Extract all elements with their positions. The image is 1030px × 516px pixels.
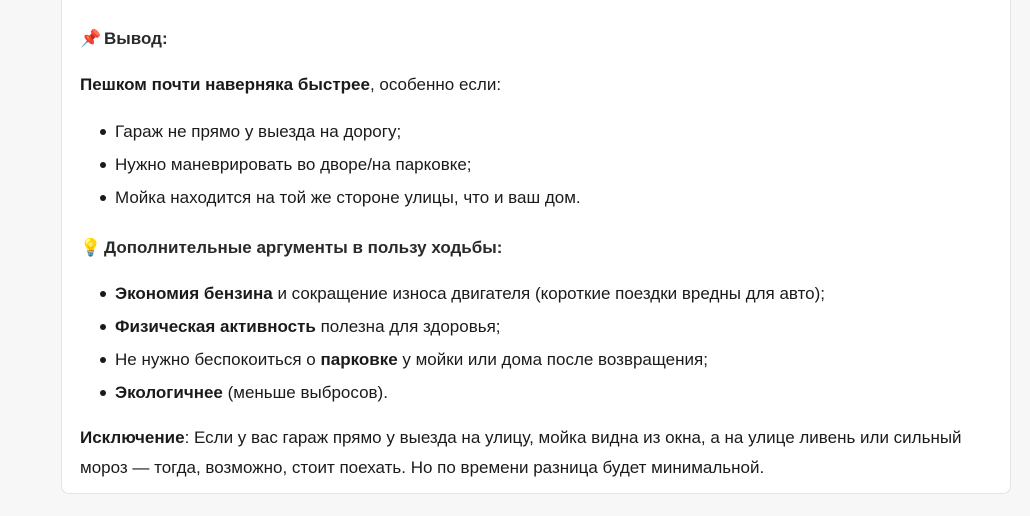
bullet-icon	[100, 324, 106, 330]
conditions-list	[80, 115, 581, 214]
exception-bold: Исключение	[80, 428, 185, 447]
list-item: Экологичнее (меньше выбросов).	[80, 376, 825, 409]
extra-arguments-title: Дополнительные аргументы в пользу ходьбы:	[104, 238, 503, 257]
conclusion-title: Вывод:	[104, 29, 168, 48]
list-item: Гараж не прямо у выезда на дорогу;	[80, 115, 581, 148]
bullet-icon	[100, 357, 106, 363]
exception-rest: : Если у вас гараж прямо у выезда на улицу, мойка видна из окна, а на улице ливень или сильный мороз — тогда, возможно, стоит поехать. Но по времени разница будет минимальной.	[80, 428, 962, 477]
list-item: Нужно маневрировать во дворе/на парковке;	[80, 148, 581, 181]
conclusion-heading	[80, 29, 168, 49]
bullet-icon	[100, 129, 106, 135]
lightbulb-icon: 💡	[80, 238, 102, 257]
bullet-icon	[100, 162, 106, 168]
bullet-icon	[100, 291, 106, 297]
intro-bold: Пешком почти наверняка быстрее	[80, 75, 370, 94]
exception-paragraph	[80, 423, 995, 483]
bullet-icon	[100, 390, 106, 396]
arguments-list	[80, 277, 825, 409]
list-item: Мойка находится на той же стороне улицы, что и ваш дом.	[80, 181, 581, 214]
intro-paragraph	[80, 70, 501, 100]
message-card	[61, 0, 1011, 494]
extra-arguments-heading	[80, 238, 502, 258]
intro-rest: , особенно если:	[369, 75, 502, 94]
list-item: Экономия бензина и сокращение износа двигателя (короткие поездки вредны для авто);	[80, 277, 825, 310]
bullet-icon	[100, 195, 106, 201]
pushpin-icon: 📌	[80, 29, 102, 48]
list-item: Физическая активность полезна для здоровья;	[80, 310, 825, 343]
list-item: Не нужно беспокоиться о парковке у мойки или дома после возвращения;	[80, 343, 825, 376]
